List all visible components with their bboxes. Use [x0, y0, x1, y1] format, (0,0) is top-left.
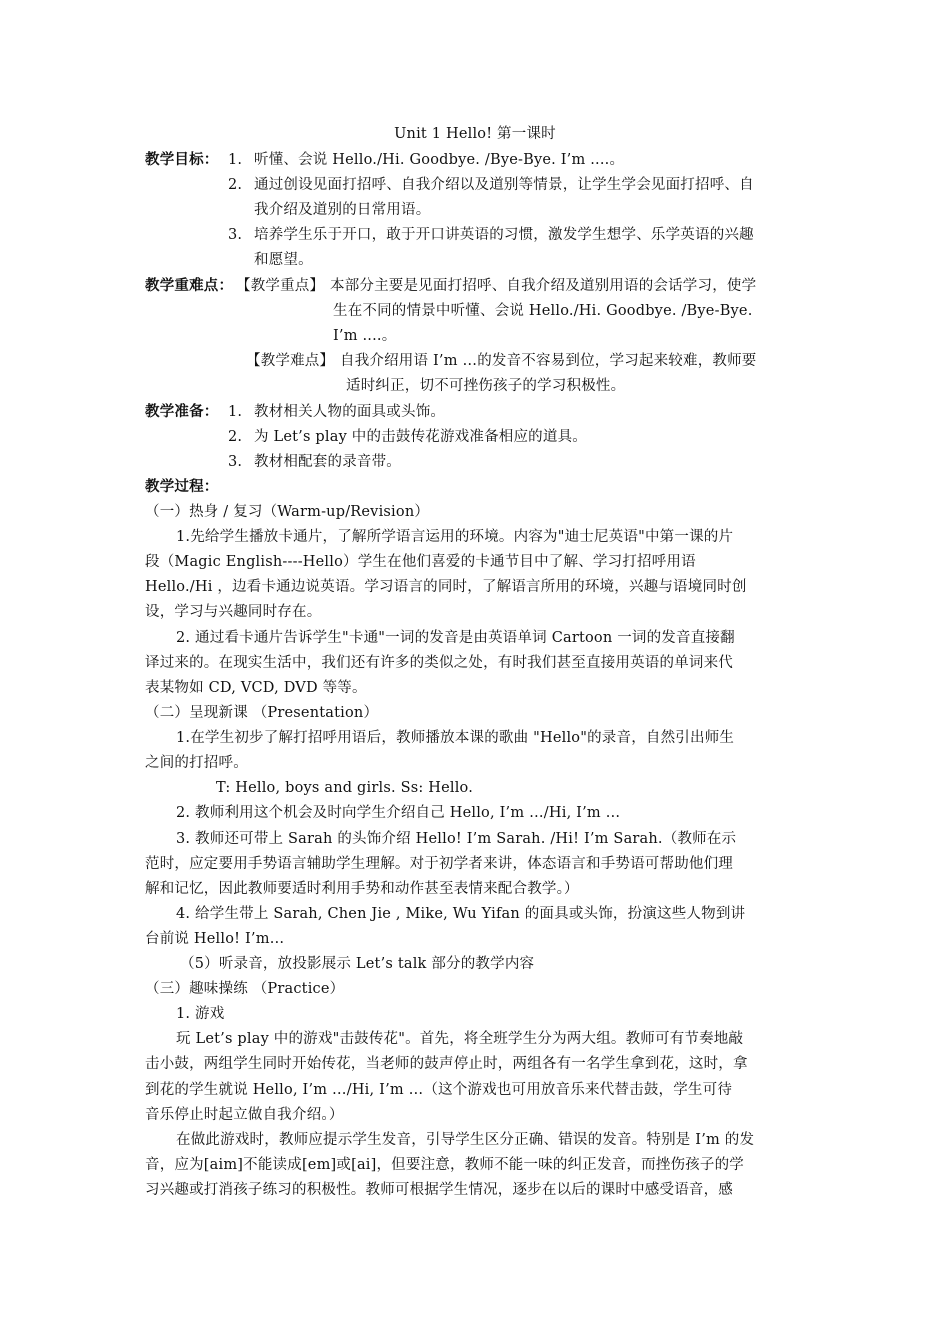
preparation-label: 教学准备： [145, 404, 219, 420]
objective-3-num: 3. [228, 227, 243, 243]
objective-2-line1: 通过创设见面打招呼、自我介绍以及道别等情景，让学生学会见面打招呼、自 [254, 177, 754, 193]
section1-heading: （一）热身 / 复习（Warm-up/Revision） [145, 504, 430, 520]
section3-p2-line1: 在做此游戏时，教师应提示学生发音，引导学生区分正确、错误的发音。特别是 I’m 的发 [176, 1132, 755, 1148]
objective-3-line2: 和愿望。 [254, 252, 313, 268]
section3-heading: （三）趣味操练 （Practice） [145, 981, 345, 997]
section3-p1-line4: 音乐停止时起立做自我介绍。） [145, 1107, 344, 1123]
preparation-1-text: 教材相关人物的面具或头饰。 [254, 404, 446, 420]
section1-p1-line4: 设，学习与兴趣同时存在。 [145, 604, 322, 620]
section3-p1-line3: 到花的学生就说 Hello, I’m …/Hi, I’m …（这个游戏也可用放音乐来代替击鼓，学生可待 [145, 1082, 733, 1098]
preparation-2-text: 为 Let’s play 中的击鼓传花游戏准备相应的道具。 [254, 429, 587, 445]
objective-1-num: 1. [228, 152, 243, 168]
section2-dialog: T: Hello, boys and girls. Ss: Hello. [216, 780, 474, 796]
section2-p3-line2: 范时，应定要用手势语言辅助学生理解。对于初学者来讲，体态语言和手势语可帮助他们理 [145, 856, 733, 872]
objective-2-line2: 我介绍及道别的日常用语。 [254, 202, 431, 218]
section1-p1-line3: Hello./Hi ，边看卡通边说英语。学习语言的同时，了解语言所用的环境，兴趣与语境同时创 [145, 579, 747, 595]
objective-1-text: 听懂、会说 Hello./Hi. Goodbye. /Bye-Bye. I’m ....。 [254, 152, 625, 168]
section3-sub: 1. 游戏 [176, 1006, 225, 1022]
section2-p3-line1: 3. 教师还可带上 Sarah 的头饰介绍 Hello! I’m Sarah. /Hi! I’m Sarah.（教师在示 [176, 831, 737, 847]
section2-heading: （二）呈现新课 （Presentation） [145, 705, 379, 721]
focus-tag: 【教学重点】 [236, 278, 325, 294]
focus-line-1: 本部分主要是见面打招呼、自我介绍及道别用语的会话学习，使学 [330, 278, 757, 294]
section3-p1-line2: 击小鼓，两组学生同时开始传花，当老师的鼓声停止时，两组各有一名学生拿到花，这时，拿 [145, 1056, 748, 1072]
process-label: 教学过程： [145, 479, 219, 495]
section1-p2-line3: 表某物如 CD, VCD, DVD 等等。 [145, 680, 367, 696]
section2-p5: （5）听录音，放投影展示 Let’s talk 部分的教学内容 [180, 956, 535, 972]
section1-p1-line1: 1.先给学生播放卡通片，了解所学语言运用的环境。内容为"迪士尼英语"中第一课的片 [176, 529, 734, 545]
section2-p4-line2: 台前说 Hello! I’m… [145, 931, 285, 947]
section2-p2: 2. 教师利用这个机会及时向学生介绍自己 Hello, I’m …/Hi, I’m … [176, 805, 621, 821]
focus-line-3: I’m ....。 [333, 328, 397, 344]
preparation-3-text: 教材相配套的录音带。 [254, 454, 401, 470]
focus-line-2: 生在不同的情景中听懂、会说 Hello./Hi. Goodbye. /Bye-Bye. [333, 303, 753, 319]
preparation-1-num: 1. [228, 404, 243, 420]
section1-p1-line2: 段（Magic English----Hello）学生在他们喜爱的卡通节目中了解、学习打招呼用语 [145, 554, 696, 570]
preparation-2-num: 2. [228, 429, 243, 445]
difficulty-line-1: 自我介绍用语 I’m …的发音不容易到位，学习起来较难，教师要 [340, 353, 757, 369]
section3-p1-line1: 玩 Let’s play 中的游戏"击鼓传花"。首先，将全班学生分为两大组。教师可有节奏地敲 [176, 1031, 744, 1047]
objective-2-num: 2. [228, 177, 243, 193]
page-title: Unit 1 Hello! 第一课时 [394, 126, 556, 142]
difficulty-tag: 【教学难点】 [246, 353, 335, 369]
key-points-label: 教学重难点： [145, 278, 234, 294]
section1-p2-line2: 译过来的。在现实生活中，我们还有许多的类似之处，有时我们甚至直接用英语的单词来代 [145, 655, 733, 671]
objective-3-line1: 培养学生乐于开口，敢于开口讲英语的习惯，激发学生想学、乐学英语的兴趣 [254, 227, 754, 243]
section2-p4-line1: 4. 给学生带上 Sarah, Chen Jie , Mike, Wu Yifan 的面具或头饰，扮演这些人物到讲 [176, 906, 746, 922]
objectives-label: 教学目标： [145, 152, 219, 168]
section1-p2-line1: 2. 通过看卡通片告诉学生"卡通"一词的发音是由英语单词 Cartoon 一词的发音直接翻 [176, 630, 735, 646]
section2-p1-line2: 之间的打招呼。 [145, 755, 248, 771]
section3-p2-line3: 习兴趣或打消孩子练习的积极性。教师可根据学生情况，逐步在以后的课时中感受语音，感 [145, 1182, 733, 1198]
section2-p1-line1: 1.在学生初步了解打招呼用语后，教师播放本课的歌曲 "Hello"的录音，自然引出师生 [176, 730, 735, 746]
section3-p2-line2: 音，应为[aim]不能读成[em]或[ai]，但要注意，教师不能一味的纠正发音，而挫伤孩子的学 [145, 1157, 744, 1173]
preparation-3-num: 3. [228, 454, 243, 470]
difficulty-line-2: 适时纠正，切不可挫伤孩子的学习积极性。 [346, 378, 626, 394]
section2-p3-line3: 解和记忆，因此教师要适时利用手势和动作甚至表情来配合教学。） [145, 881, 579, 897]
